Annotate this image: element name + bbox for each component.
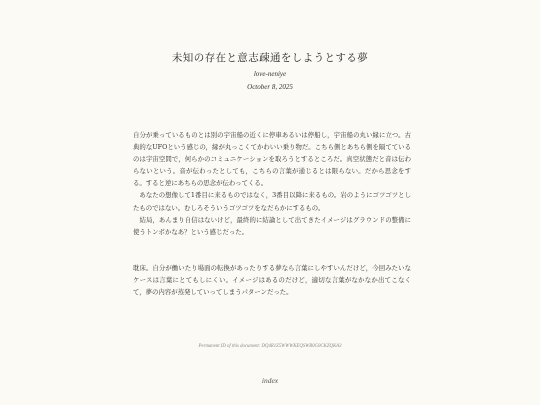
body-paragraph: 耽床。自分が働いたり場面の転換があったりする夢なら言葉にしやすいんだけど，今回みたいなケースは言葉にとてもしにくい。イメージはあるのだけど，適切な言葉がなかなか出てこなくて，夢の内容が蒸発していってしまうパターンだった。 bbox=[133, 263, 411, 297]
index-link[interactable]: index bbox=[261, 376, 279, 385]
document-body bbox=[133, 129, 411, 298]
permanent-id: Permanent ID of this document: DQ4R1Z5WWWKEQSWR0G0CKZQKA3 bbox=[198, 344, 342, 349]
post-date: October 8, 2025 bbox=[247, 83, 293, 91]
body-paragraph: 結局，あんまり自信はないけど，最終的に結論として出てきたイメージはグラウンドの整備に使うトンボかなあ？という感じだった。 bbox=[133, 215, 411, 236]
body-paragraph: あなたの想像して1番目に来るものではなく，3番目以降に来るもの。岩のようにゴツゴツとしたものではない。むしろそういうゴツゴツをなだらかにするもの。 bbox=[133, 191, 411, 212]
page-title: 未知の存在と意志疎通をしようとする夢 bbox=[171, 52, 369, 64]
author-name: love-neniye bbox=[253, 70, 287, 78]
body-paragraph: 自分が乗っているものとは別の宇宙船の近くに停車あるいは停船し，宇宙船の丸い縁に立つ。古典的なUFOという感じの，縁が丸っこくてかわいい乗り物だ。こちら側とあちら側を隔てているのは宇宙空間で，何らかのコミュニケーションを取ろうとするところだ。真空状態だと音は伝わらないという。音が伝わったとしても，こちらの言葉が通じるとは限らない。だから思念をする。すると逆にあちらの思念が伝わってくる。 bbox=[133, 131, 411, 188]
